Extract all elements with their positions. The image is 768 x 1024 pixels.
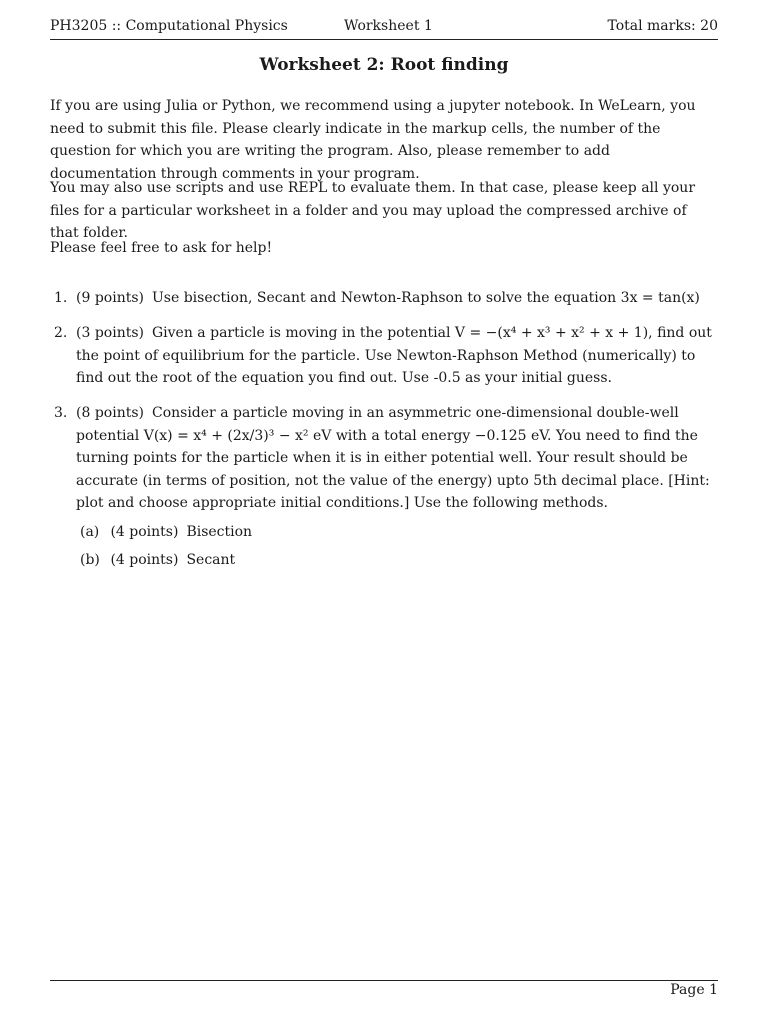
page-number: Page 1 xyxy=(670,982,718,998)
question-2 xyxy=(50,322,718,390)
intro-paragraph: If you are using Julia or Python, we recommend using a jupyter notebook. In WeLearn, you need to submit this file. Please clearly indicate in the markup cells, the number of the question for which you are writing the program. Also, please remember to add documentation through comments in your program. xyxy=(50,98,696,182)
potential-lhs: V(x) = xyxy=(143,427,189,444)
question-equation: 3x = tan(x) xyxy=(620,290,700,306)
course-name: PH3205 :: Computational Physics xyxy=(50,18,288,34)
subitem-a xyxy=(76,521,718,544)
question-number: 3. xyxy=(54,405,68,421)
question-text-continued: , find out the point of equilibrium for the particle. Use Newton-Raphson Method (numerically) to find out the root of the equation you find out. Use -0.5 as your initial guess. xyxy=(76,325,712,386)
page-header xyxy=(50,15,718,40)
question-text: Given a particle is moving in the potential xyxy=(151,325,451,341)
subitem-points: (4 points) xyxy=(110,523,179,540)
question-points: (9 points) xyxy=(76,290,144,306)
question-3 xyxy=(50,402,718,572)
question-points: (3 points) xyxy=(76,325,144,341)
question-number: 2. xyxy=(54,325,68,341)
subitem-points: (4 points) xyxy=(110,552,179,568)
subitem-text: Secant xyxy=(186,552,236,568)
question-1 xyxy=(50,287,718,310)
subitem-label: (a) xyxy=(80,523,100,540)
subitem-label: (b) xyxy=(80,552,100,568)
question-text: Consider a particle moving in an asymmetric one-dimensional double-well potential xyxy=(76,405,679,444)
question-text-continued: with a total energy −0.125 eV. You need to find the turning points for the particle when it is in either potential well. Your result should be accurate (in terms of position, not the value of the energy) upto 5th decimal place. [Hint: plot and choose appropriate initial conditions.] Use the following methods. xyxy=(76,427,710,511)
question-text: Use bisection, Secant and Newton-Raphson to solve the equation xyxy=(151,290,617,306)
help-paragraph: Please feel free to ask for help! xyxy=(50,240,273,256)
page-title: Worksheet 2: Root finding xyxy=(259,55,509,75)
scripts-paragraph: You may also use scripts and use REPL to evaluate them. In that case, please keep all your files for a particular worksheet in a folder and you may upload the compressed archive of that folder. xyxy=(50,180,696,241)
subitem-b xyxy=(76,549,718,572)
question-equation: V = −(x⁴ + x³ + x² + x + 1) xyxy=(454,325,649,341)
footer-rule xyxy=(50,980,718,981)
question-equation: x⁴ + (2x/3)³ − x² eV xyxy=(193,427,332,444)
question-points: (8 points) xyxy=(76,405,144,421)
question-number: 1. xyxy=(54,290,68,306)
total-marks: Total marks: 20 xyxy=(607,18,718,34)
subitem-text: Bisection xyxy=(186,523,253,540)
worksheet-label: Worksheet 1 xyxy=(344,18,433,34)
